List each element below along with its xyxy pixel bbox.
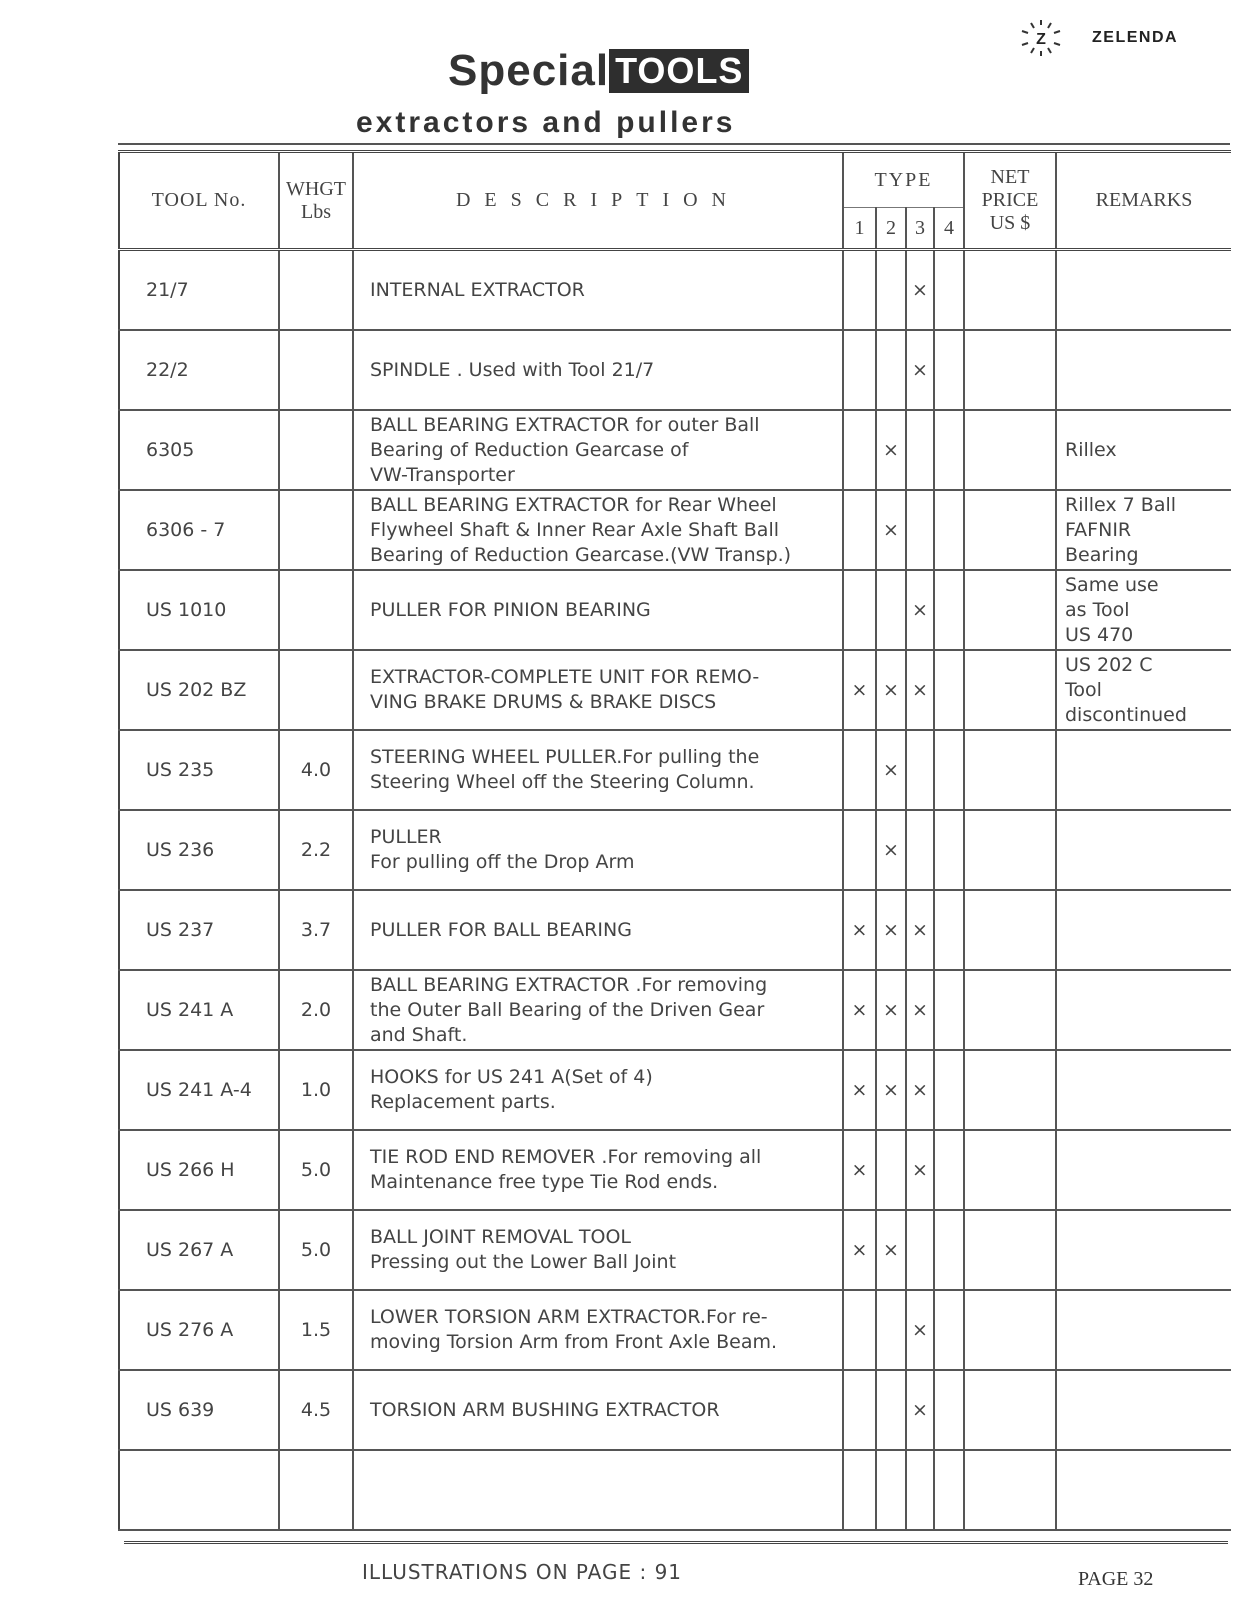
- empty-row: [119, 1450, 1231, 1530]
- type-2-mark: [876, 1290, 906, 1370]
- tool-description: [353, 330, 843, 410]
- tool-description: [353, 1210, 843, 1290]
- type-3-mark: [906, 730, 934, 810]
- tool-number: 21/7: [119, 250, 279, 331]
- header-price-line-3: US $: [989, 212, 1031, 234]
- tool-weight: 3.7: [279, 890, 353, 970]
- net-price: [964, 1050, 1056, 1130]
- type-4-mark: [934, 970, 964, 1050]
- type-3-mark: ×: [906, 890, 934, 970]
- type-4-mark: [934, 810, 964, 890]
- description-line: Bearing of Reduction Gearcase of: [370, 438, 689, 461]
- type-4-mark: [934, 1130, 964, 1210]
- bottom-rule: [124, 1541, 1228, 1544]
- table-row: [119, 330, 1231, 410]
- empty-cell: [843, 1450, 876, 1530]
- description-line: Replacement parts.: [370, 1091, 556, 1113]
- header-description: DESCRIPTION: [353, 152, 843, 250]
- tool-weight: 2.2: [279, 810, 353, 890]
- type-2-mark: ×: [876, 970, 906, 1050]
- remarks: [1056, 250, 1231, 331]
- tool-description: [353, 250, 843, 331]
- remarks: [1056, 490, 1231, 570]
- tool-description: [353, 1130, 843, 1210]
- description-line: BALL BEARING EXTRACTOR .For removing: [370, 973, 768, 996]
- type-1-mark: [843, 730, 876, 810]
- type-3-mark: ×: [906, 1290, 934, 1370]
- tool-description: [353, 1370, 843, 1450]
- tool-number: US 241 A-4: [119, 1050, 279, 1130]
- net-price: [964, 890, 1056, 970]
- type-1-mark: ×: [843, 1210, 876, 1290]
- tool-number: US 202 BZ: [119, 650, 279, 730]
- tool-number: 6306 - 7: [119, 490, 279, 570]
- description-line: PULLER FOR BALL BEARING: [370, 918, 632, 941]
- type-4-mark: [934, 1370, 964, 1450]
- remarks-line: US 470: [1065, 623, 1134, 646]
- brand-name: ZELENDA: [1092, 29, 1179, 46]
- type-1-mark: ×: [843, 890, 876, 970]
- header-type-1: 1: [843, 208, 876, 250]
- type-3-mark: ×: [906, 1370, 934, 1450]
- table-row: [119, 1210, 1231, 1290]
- description-line: Bearing of Reduction Gearcase.(VW Transp.): [370, 543, 792, 566]
- type-2-mark: ×: [876, 810, 906, 890]
- description-line: TIE ROD END REMOVER .For removing all: [370, 1146, 762, 1168]
- remarks-line: Tool: [1065, 678, 1102, 701]
- table-row: [119, 570, 1231, 650]
- type-1-mark: [843, 570, 876, 650]
- tool-weight: [279, 570, 353, 650]
- tool-description: [353, 410, 843, 490]
- tool-weight: [279, 650, 353, 730]
- type-2-mark: ×: [876, 410, 906, 490]
- type-2-mark: ×: [876, 890, 906, 970]
- remarks: [1056, 1370, 1231, 1450]
- header-type-3: 3: [906, 208, 934, 250]
- type-2-mark: [876, 1130, 906, 1210]
- table-row: [119, 1130, 1231, 1210]
- tool-weight: 1.0: [279, 1050, 353, 1130]
- type-1-mark: ×: [843, 970, 876, 1050]
- net-price: [964, 970, 1056, 1050]
- type-1-mark: [843, 250, 876, 331]
- net-price: [964, 1370, 1056, 1450]
- tool-weight: 5.0: [279, 1130, 353, 1210]
- net-price: [964, 250, 1056, 331]
- net-price: [964, 650, 1056, 730]
- description-line: VING BRAKE DRUMS & BRAKE DISCS: [370, 691, 717, 713]
- net-price: [964, 730, 1056, 810]
- header-price-line-1: NET: [990, 166, 1030, 188]
- remarks-line: US 202 C: [1065, 653, 1153, 676]
- tools-table: [118, 150, 1231, 1531]
- tool-number: US 235: [119, 730, 279, 810]
- table-row: [119, 250, 1231, 331]
- header-weight-line: WHGT: [286, 177, 346, 200]
- tool-number: US 241 A: [119, 970, 279, 1050]
- net-price: [964, 1210, 1056, 1290]
- header-weight: [279, 152, 353, 250]
- net-price: [964, 570, 1056, 650]
- remarks: [1056, 570, 1231, 650]
- header-type: TYPE: [843, 152, 964, 208]
- remarks: [1056, 1210, 1231, 1290]
- type-1-mark: [843, 330, 876, 410]
- remarks: [1056, 1290, 1231, 1370]
- title-highlight: TOOLS: [609, 49, 749, 93]
- type-1-mark: [843, 1290, 876, 1370]
- description-line: BALL JOINT REMOVAL TOOL: [370, 1226, 631, 1248]
- header-type-4: 4: [934, 208, 964, 250]
- type-3-mark: [906, 490, 934, 570]
- type-3-mark: ×: [906, 650, 934, 730]
- table-row: [119, 730, 1231, 810]
- description-line: HOOKS for US 241 A(Set of 4): [370, 1066, 653, 1088]
- top-rule: [118, 143, 1230, 145]
- description-line: INTERNAL EXTRACTOR: [370, 278, 585, 301]
- table-row: [119, 1290, 1231, 1370]
- net-price: [964, 1290, 1056, 1370]
- description-line: VW-Transporter: [370, 463, 515, 486]
- type-3-mark: [906, 410, 934, 490]
- remarks-line: discontinued: [1065, 703, 1187, 726]
- logo-letter: Z: [1036, 31, 1046, 48]
- description-line: PULLER: [370, 826, 442, 848]
- remarks: [1056, 650, 1231, 730]
- empty-cell: [279, 1450, 353, 1530]
- tool-description: [353, 890, 843, 970]
- remarks: [1056, 1050, 1231, 1130]
- net-price: [964, 330, 1056, 410]
- description-line: SPINDLE . Used with Tool 21/7: [370, 358, 655, 381]
- type-4-mark: [934, 490, 964, 570]
- tool-weight: 1.5: [279, 1290, 353, 1370]
- page-number: PAGE 32: [1078, 1568, 1154, 1590]
- header-remarks: REMARKS: [1056, 152, 1231, 250]
- type-3-mark: ×: [906, 970, 934, 1050]
- remarks: [1056, 970, 1231, 1050]
- type-4-mark: [934, 730, 964, 810]
- tool-weight: [279, 490, 353, 570]
- tool-number: US 266 H: [119, 1130, 279, 1210]
- type-1-mark: ×: [843, 1050, 876, 1130]
- type-1-mark: [843, 410, 876, 490]
- remarks: [1056, 810, 1231, 890]
- net-price: [964, 1130, 1056, 1210]
- type-4-mark: [934, 250, 964, 331]
- empty-cell: [906, 1450, 934, 1530]
- net-price: [964, 410, 1056, 490]
- remarks: [1056, 890, 1231, 970]
- type-2-mark: [876, 250, 906, 331]
- type-3-mark: ×: [906, 1130, 934, 1210]
- type-4-mark: [934, 1050, 964, 1130]
- type-2-mark: ×: [876, 1210, 906, 1290]
- type-1-mark: ×: [843, 650, 876, 730]
- remarks: [1056, 730, 1231, 810]
- tool-number: 6305: [119, 410, 279, 490]
- title-prefix: Special: [448, 46, 610, 95]
- type-2-mark: ×: [876, 650, 906, 730]
- header-type-2: 2: [876, 208, 906, 250]
- type-4-mark: [934, 1290, 964, 1370]
- tool-description: [353, 810, 843, 890]
- type-4-mark: [934, 410, 964, 490]
- type-2-mark: ×: [876, 730, 906, 810]
- table-row: [119, 890, 1231, 970]
- remarks-line: FAFNIR: [1065, 518, 1132, 541]
- remarks-line: Rillex 7 Ball: [1065, 493, 1177, 516]
- empty-cell: [353, 1450, 843, 1530]
- description-line: PULLER FOR PINION BEARING: [370, 598, 651, 621]
- table-header: [119, 152, 1231, 250]
- description-line: Maintenance free type Tie Rod ends.: [370, 1171, 719, 1193]
- footer-illustrations-note: ILLUSTRATIONS ON PAGE : 91: [362, 1560, 683, 1584]
- header-price-line-2: PRICE: [981, 189, 1039, 211]
- remarks-line: Bearing: [1065, 543, 1139, 566]
- tool-description: [353, 650, 843, 730]
- remarks: [1056, 330, 1231, 410]
- type-1-mark: [843, 490, 876, 570]
- type-4-mark: [934, 650, 964, 730]
- type-3-mark: ×: [906, 1050, 934, 1130]
- type-2-mark: [876, 330, 906, 410]
- type-1-mark: [843, 810, 876, 890]
- type-3-mark: [906, 810, 934, 890]
- description-line: Flywheel Shaft & Inner Rear Axle Shaft Ball: [370, 518, 780, 541]
- tool-description: [353, 1050, 843, 1130]
- empty-cell: [964, 1450, 1056, 1530]
- type-2-mark: [876, 1370, 906, 1450]
- page-subtitle: extractors and pullers: [356, 106, 736, 139]
- description-line: BALL BEARING EXTRACTOR for Rear Wheel: [370, 493, 777, 516]
- description-line: and Shaft.: [370, 1023, 468, 1046]
- description-line: BALL BEARING EXTRACTOR for outer Ball: [370, 413, 760, 436]
- type-4-mark: [934, 330, 964, 410]
- tool-number: 22/2: [119, 330, 279, 410]
- tool-description: [353, 570, 843, 650]
- table-row: [119, 490, 1231, 570]
- net-price: [964, 810, 1056, 890]
- tool-weight: 5.0: [279, 1210, 353, 1290]
- table-body: [119, 250, 1231, 1531]
- brand: [1018, 18, 1178, 58]
- description-line: EXTRACTOR-COMPLETE UNIT FOR REMO-: [370, 666, 760, 688]
- tool-number: US 237: [119, 890, 279, 970]
- remarks-line: Same use: [1065, 573, 1159, 596]
- tool-description: [353, 490, 843, 570]
- tool-number: US 267 A: [119, 1210, 279, 1290]
- table-row: [119, 1370, 1231, 1450]
- zelenda-logo-icon: [1018, 18, 1064, 58]
- tool-weight: [279, 410, 353, 490]
- type-2-mark: ×: [876, 490, 906, 570]
- remarks: [1056, 410, 1231, 490]
- table-row: [119, 410, 1231, 490]
- tool-description: [353, 1290, 843, 1370]
- type-1-mark: [843, 1370, 876, 1450]
- tool-number: US 639: [119, 1370, 279, 1450]
- description-line: STEERING WHEEL PULLER.For pulling the: [370, 746, 760, 768]
- type-2-mark: ×: [876, 1050, 906, 1130]
- type-3-mark: ×: [906, 250, 934, 331]
- description-line: TORSION ARM BUSHING EXTRACTOR: [370, 1398, 720, 1421]
- tool-weight: 4.0: [279, 730, 353, 810]
- description-line: For pulling off the Drop Arm: [370, 851, 635, 873]
- tool-description: [353, 730, 843, 810]
- type-2-mark: [876, 570, 906, 650]
- empty-cell: [1056, 1450, 1231, 1530]
- empty-cell: [876, 1450, 906, 1530]
- tool-weight: 4.5: [279, 1370, 353, 1450]
- header-net-price: [964, 152, 1056, 250]
- remarks-line: Rillex: [1065, 438, 1117, 461]
- description-line: LOWER TORSION ARM EXTRACTOR.For re-: [370, 1306, 768, 1328]
- header-weight-unit: Lbs: [301, 200, 331, 223]
- remarks-line: as Tool: [1065, 598, 1130, 621]
- header-tool-no: TOOL No.: [119, 152, 279, 250]
- empty-cell: [119, 1450, 279, 1530]
- tool-weight: 2.0: [279, 970, 353, 1050]
- tool-weight: [279, 250, 353, 331]
- description-line: the Outer Ball Bearing of the Driven Gear: [370, 998, 765, 1021]
- tool-number: US 1010: [119, 570, 279, 650]
- table-row: [119, 650, 1231, 730]
- type-3-mark: ×: [906, 570, 934, 650]
- page-title: [448, 46, 749, 96]
- table-row: [119, 970, 1231, 1050]
- type-4-mark: [934, 1210, 964, 1290]
- description-line: moving Torsion Arm from Front Axle Beam.: [370, 1331, 778, 1353]
- empty-cell: [934, 1450, 964, 1530]
- tool-number: US 236: [119, 810, 279, 890]
- type-4-mark: [934, 570, 964, 650]
- description-line: Pressing out the Lower Ball Joint: [370, 1251, 677, 1273]
- type-1-mark: ×: [843, 1130, 876, 1210]
- type-3-mark: [906, 1210, 934, 1290]
- tool-description: [353, 970, 843, 1050]
- type-3-mark: ×: [906, 330, 934, 410]
- table-row: [119, 810, 1231, 890]
- net-price: [964, 490, 1056, 570]
- remarks: [1056, 1130, 1231, 1210]
- tool-weight: [279, 330, 353, 410]
- tool-number: US 276 A: [119, 1290, 279, 1370]
- description-line: Steering Wheel off the Steering Column.: [370, 771, 755, 793]
- type-4-mark: [934, 890, 964, 970]
- table-row: [119, 1050, 1231, 1130]
